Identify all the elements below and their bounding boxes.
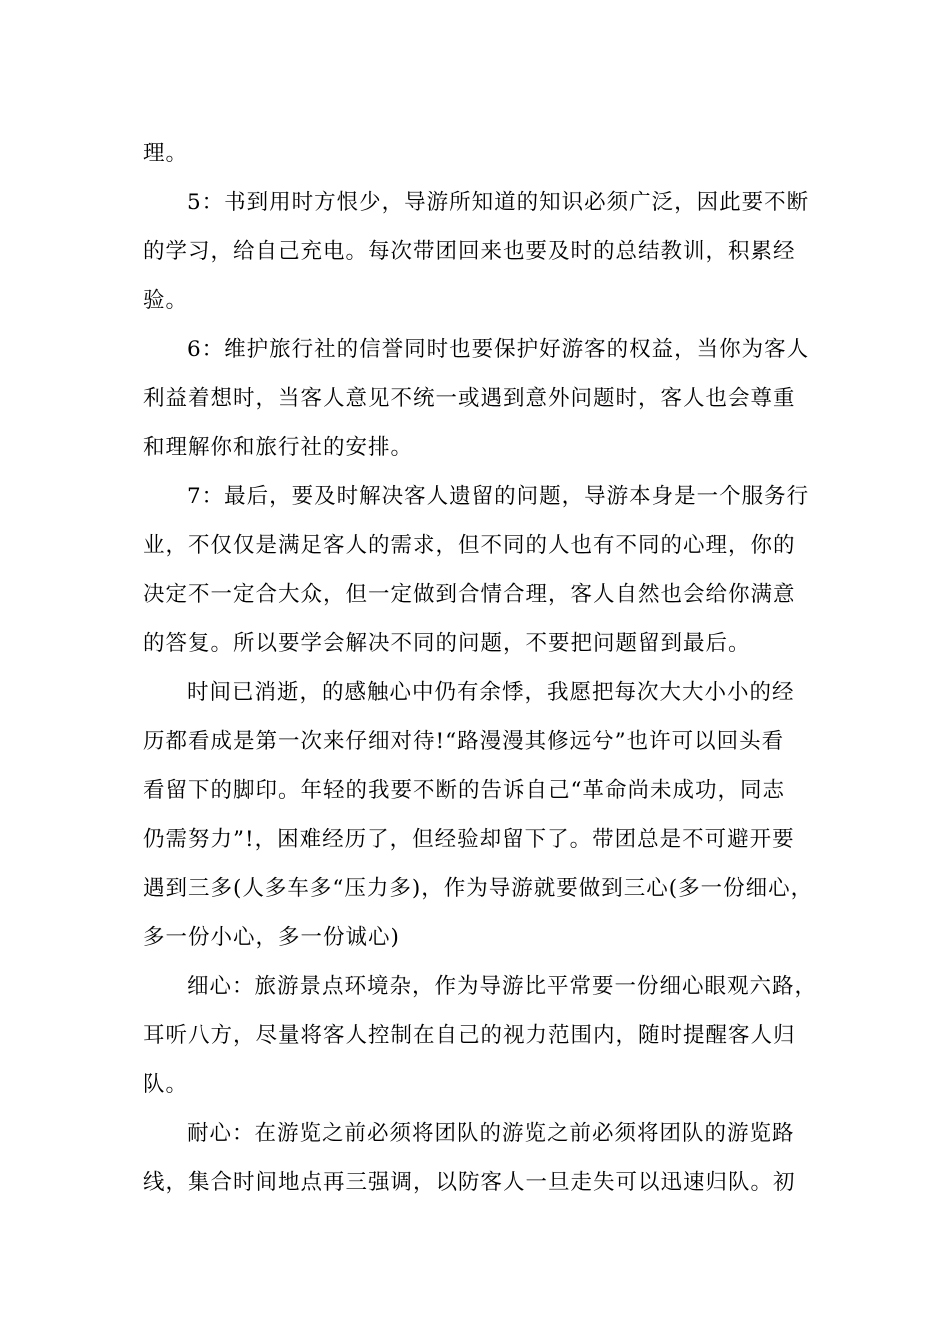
document-body bbox=[143, 129, 818, 1207]
text-line: 仍需努力”!，困难经历了，但经验却留下了。带团总是不可避开要 bbox=[143, 827, 795, 852]
text-line: 历都看成是第一次来仔细对待!“路漫漫其修远兮”也许可以回头看 bbox=[143, 729, 785, 754]
text-line: 遇到三多(人多车多“压力多)，作为导游就要做到三心(多一份细心， bbox=[143, 876, 814, 901]
text-line: 业，不仅仅是满足客人的需求，但不同的人也有不同的心理，你的 bbox=[143, 533, 796, 558]
text-line: 7：最后，要及时解决客人遗留的问题，导游本身是一个服务行 bbox=[187, 484, 810, 509]
text-line: 耳听八方，尽量将客人控制在自己的视力范围内，随时提醒客人归 bbox=[143, 1023, 796, 1048]
text-line: 的学习，给自己充电。每次带团回来也要及时的总结教训，积累经 bbox=[143, 239, 796, 264]
text-line: 验。 bbox=[143, 288, 189, 313]
text-line: 利益着想时，当客人意见不统一或遇到意外问题时，客人也会尊重 bbox=[143, 386, 796, 411]
text-line: 看留下的脚印。年轻的我要不断的告诉自己“革命尚未成功，同志 bbox=[143, 778, 785, 803]
text-line: 耐心：在游览之前必须将团队的游览之前必须将团队的游览路 bbox=[187, 1121, 795, 1146]
text-line: 理。 bbox=[143, 141, 189, 166]
text-line: 和理解你和旅行社的安排。 bbox=[143, 435, 414, 460]
text-line: 时间已消逝，的感触心中仍有余悸，我愿把每次大大小小的经 bbox=[187, 680, 795, 705]
text-line: 线，集合时间地点再三强调，以防客人一旦走失可以迅速归队。初 bbox=[143, 1170, 796, 1195]
text-line: 细心：旅游景点环境杂，作为导游比平常要一份细心眼观六路， bbox=[187, 974, 818, 999]
text-line: 决定不一定合大众，但一定做到合情合理，客人自然也会给你满意 bbox=[143, 582, 796, 607]
text-line: 5：书到用时方恨少，导游所知道的知识必须广泛，因此要不断 bbox=[187, 190, 810, 215]
text-line: 的答复。所以要学会解决不同的问题，不要把问题留到最后。 bbox=[143, 631, 751, 656]
text-line: 队。 bbox=[143, 1072, 189, 1097]
text-line: 多一份小心，多一份诚心) bbox=[143, 925, 400, 950]
text-line: 6：维护旅行社的信誉同时也要保护好游客的权益，当你为客人 bbox=[187, 337, 810, 362]
